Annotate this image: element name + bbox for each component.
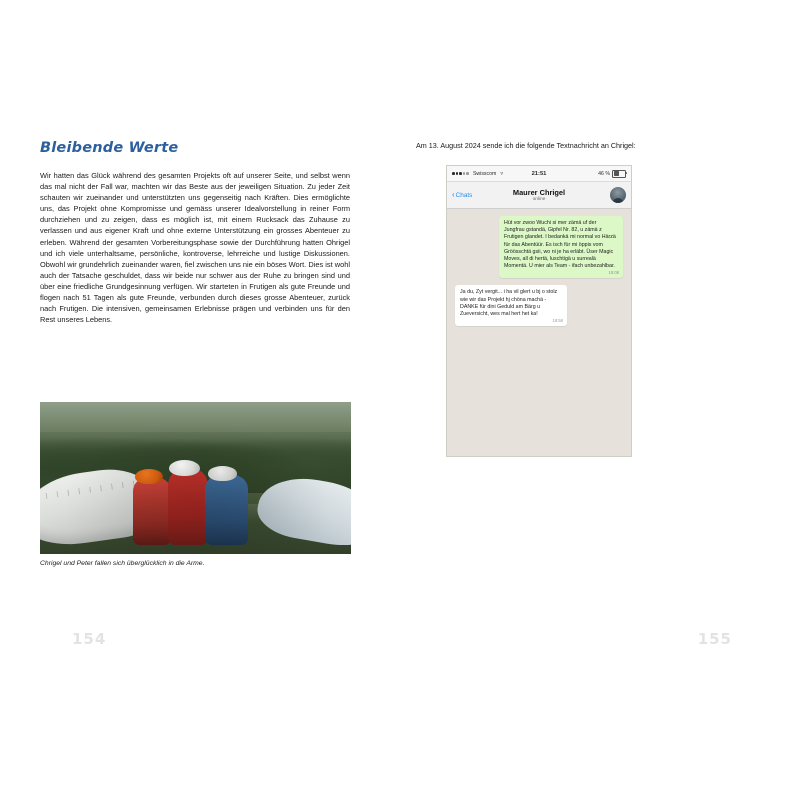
left-page (32, 140, 392, 660)
carrier-label: Swisscom (472, 170, 497, 177)
message-timestamp: 18:58 (552, 318, 563, 324)
contact-status: online (532, 196, 546, 202)
contact-name: Maurer Chrigel (512, 187, 566, 197)
battery-percent-label: 46 % (598, 170, 610, 177)
photo-vignette (40, 402, 351, 554)
contact-avatar-icon[interactable] (610, 187, 626, 203)
page-number-right: 155 (697, 630, 732, 648)
wifi-icon: ▿ (500, 170, 504, 177)
message-timestamp: 18:08 (608, 270, 619, 276)
photo-caption: Chrigel und Peter fallen sich überglücklich in die Arme. (40, 560, 205, 567)
page-number-left: 154 (72, 630, 107, 648)
chapter-title: Bleibende Werte (40, 140, 179, 156)
body-text: Wir hatten das Glück während des gesamten Projekts oft auf unserer Seite, und selbst wenn das mal nicht der Fall war, machten wir das Beste aus der jeweiligen Situation. Zu jeder Zeit schauten wir zueinander und unterstützten uns gegenseitig nach Kräften. Dies ermöglichte uns, das Projekt ohne Kompromisse und gemäss unserer Idealvorstellung in reiner Form durchziehen und zu zeigen, dass es möglich ist, mit einem Rucksack das Zuhause zu verlassen und aus eigener Kraft und ohne externe Unterstützung ein grosses Abenteuer zu erleben. Während der gesamten Vorbereitungsphase sowie der Durchführung hatten Ohrigel und ich viele unterhaltsame, persönliche, kontroverse, lehrreiche und lustige Diskussionen. Obwohl wir grundehrlich zueinander waren, fiel zwischen uns nie ein böses Wort. Dies ist wohl auch der Tatsache geschuldet, dass wir beide nur schwer aus der Ruhe zu bringen sind und über eine friedliche Grundgesinnung verfügen. Wir starteten in Frutigen als gute Freunde und flogen nach 51 Tagen als gute Freunde, verbunden durch dieses grosse Abenteuer, zurück nach Frutigen. Die intensiven, gemeinsamen Erlebnisse prägen und verbinden uns für den Rest unseres Lebens. (40, 171, 350, 325)
chat-message-list[interactable] (447, 209, 631, 457)
chat-bubble-outgoing (499, 216, 623, 278)
status-bar-clock: 21:51 (531, 170, 547, 177)
back-button-label: Chats (455, 191, 473, 199)
photo-paragliders (40, 402, 351, 554)
chat-bubble-incoming (455, 285, 567, 326)
message-text: Hüt vor zwoo Wuchi si mer zämä uf der Jungfrau gstandä, Gipfel Nr. 82, u zämä z Frutigen glandet. I bedankä mi normal vo Härzä für das Abentüür. Es isch für mi öppis vom Gröösschtä gsii, wo ni je ha erläbt. Üser Magic Moves, all di hertä, luschtigä u surrealä Momentä. U mier als Team - ifach unbezahlbar. (504, 220, 616, 270)
phone-screenshot (446, 165, 632, 457)
photo-figure (40, 402, 351, 554)
message-text: Ja du, Zyt vergit... i ha vil glert u bj o stolz wie wir das Projekt hj chöna machä - DANKE für dini Geduld am Bärg u Zueversicht, wes mal hert het ka! (460, 289, 558, 318)
intro-line: Am 13. August 2024 sende ich die folgende Textnachricht an Chrigel: (416, 141, 636, 150)
back-to-chats-button[interactable] (452, 191, 472, 199)
chat-nav-bar (447, 182, 631, 209)
chevron-left-icon: ‹ (452, 189, 455, 199)
chat-header-center (447, 188, 631, 203)
right-page (416, 140, 776, 660)
battery-icon (612, 170, 626, 178)
phone-status-bar (447, 166, 631, 182)
